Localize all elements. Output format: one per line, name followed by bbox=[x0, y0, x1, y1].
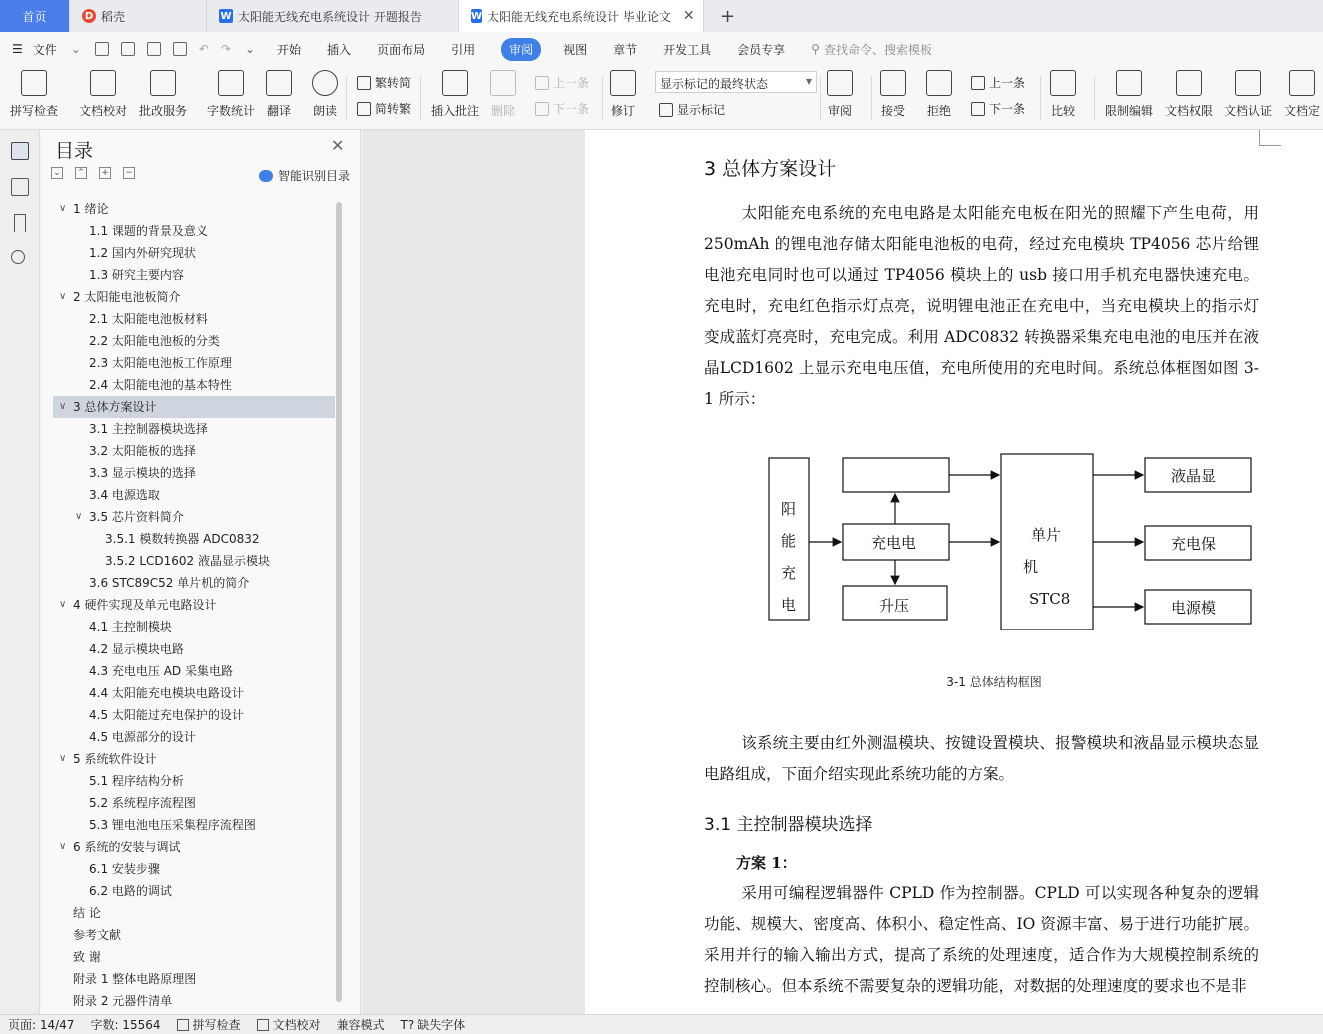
track-changes-icon bbox=[610, 70, 636, 96]
toc-item-label: 2 太阳能电池板简介 bbox=[73, 290, 181, 304]
close-icon[interactable]: ✕ bbox=[331, 136, 345, 155]
toc-item-label: 2.2 太阳能电池板的分类 bbox=[89, 334, 220, 348]
body-paragraph-2[interactable] bbox=[704, 728, 1259, 790]
toc-item[interactable] bbox=[53, 792, 335, 814]
new-tab-button[interactable]: + bbox=[720, 5, 736, 27]
chevron-down-icon[interactable]: ∨ bbox=[59, 841, 67, 852]
toc-item[interactable] bbox=[53, 704, 335, 726]
compare-label: 比较 bbox=[1050, 104, 1075, 118]
spell-status-label: 拼写检查 bbox=[192, 1018, 241, 1032]
toc-item-label: 2.1 太阳能电池板材料 bbox=[89, 312, 208, 326]
charge-label: 充电电 bbox=[871, 534, 917, 552]
toc-item[interactable] bbox=[53, 330, 335, 352]
doc-cert-button[interactable] bbox=[1224, 70, 1272, 119]
toc-item-label: 3.2 太阳能板的选择 bbox=[89, 444, 196, 458]
body-paragraph-3-text: 采用可编程逻辑器件 CPLD 作为控制器。CPLD 可以实现各种复杂的逻辑功能、规模大、密度高、体积小、稳定性高、IO 资源丰富、易于进行功能扩展。采用并行的输入输出方式，提高了系统的处理速度，适合作为大规模控制系统的控制核心。但本系统不需要复杂的逻辑功能，对数据的处理速度的要求也不是非 bbox=[704, 884, 1259, 995]
trad-icon bbox=[357, 76, 371, 90]
translate-icon bbox=[266, 70, 292, 96]
prev-comment-button[interactable] bbox=[535, 74, 589, 91]
body-paragraph-1-text: 太阳能充电系统的充电电路是太阳能充电板在阳光的照耀下产生电荷，用250mAh 的锂电池存储太阳能电池板的电荷，经过充电模块 TP4056 芯片给锂电池充电同时也可以通过 TP4056 模块上的 usb 接口用手机充电器快速充电。充电时，充电红色指示灯点亮，说明锂电池正在充电中，当充电模块上的指示灯变成蓝灯亮亮时，充电完成。利用 ADC0832 转换器采集充电电池的电压并在液晶LCD1602 上显示充电电压值，充电所使用的充电时间。系统总体框图如图 3-1 所示： bbox=[704, 204, 1259, 408]
prev-change-label: 上一条 bbox=[989, 76, 1026, 90]
review-service-label: 批改服务 bbox=[139, 104, 188, 118]
checkbox-icon bbox=[257, 1019, 269, 1031]
track-changes-button[interactable] bbox=[610, 70, 636, 119]
read-aloud-label: 朗读 bbox=[312, 104, 337, 118]
track-changes-label: 修订 bbox=[610, 104, 635, 118]
toc-panel-icon[interactable] bbox=[11, 142, 29, 160]
chevron-down-icon[interactable]: ∨ bbox=[59, 753, 67, 764]
review-pane-label: 审阅 bbox=[827, 104, 852, 118]
read-aloud-button[interactable] bbox=[312, 70, 338, 119]
close-icon[interactable]: ✕ bbox=[682, 8, 695, 24]
menu-bar bbox=[0, 32, 1323, 66]
insert-comment-button[interactable] bbox=[431, 70, 479, 119]
toc-item[interactable] bbox=[53, 880, 335, 902]
missing-font-button[interactable] bbox=[401, 1016, 466, 1033]
chevron-down-icon: ▾ bbox=[805, 74, 812, 88]
menu-devtools[interactable]: 开发工具 bbox=[663, 42, 712, 57]
toc-item-label: 6 系统的安装与调试 bbox=[73, 840, 181, 854]
tab-home[interactable] bbox=[0, 0, 70, 32]
toc-item[interactable] bbox=[53, 528, 335, 550]
document-page bbox=[585, 130, 1323, 1014]
toc-item[interactable] bbox=[53, 814, 335, 836]
proof-status-label: 文档校对 bbox=[272, 1018, 321, 1032]
toc-item[interactable] bbox=[53, 660, 335, 682]
power-label: 电源模 bbox=[1171, 599, 1217, 617]
left-icon-strip bbox=[0, 130, 40, 1014]
toc-item-label: 4.5 太阳能过充电保护的设计 bbox=[89, 708, 244, 722]
toc-item[interactable] bbox=[53, 770, 335, 792]
toc-item-label: 5 系统软件设计 bbox=[73, 752, 157, 766]
wps-doc-icon: W bbox=[471, 10, 483, 22]
toc-item[interactable] bbox=[53, 352, 335, 374]
toc-item-label: 2.3 太阳能电池板工作原理 bbox=[89, 356, 232, 370]
toc-item-label: 4.3 充电电压 AD 采集电路 bbox=[89, 664, 233, 678]
document-canvas bbox=[362, 130, 1323, 1014]
doc-permission-button[interactable] bbox=[1165, 70, 1213, 119]
toc-item[interactable] bbox=[53, 638, 335, 660]
ribbon-divider bbox=[602, 76, 603, 120]
toc-item[interactable] bbox=[53, 682, 335, 704]
toc-item-label: 3.5.1 模数转换器 ADC0832 bbox=[105, 532, 260, 546]
tab-daoke-label: 稻壳 bbox=[101, 9, 126, 24]
protect-label: 充电保 bbox=[1171, 535, 1217, 553]
toc-title: 目录 bbox=[55, 140, 94, 162]
chevron-down-icon[interactable]: ∨ bbox=[59, 599, 67, 610]
prev-comment-icon bbox=[535, 76, 549, 90]
translate-button[interactable] bbox=[266, 70, 292, 119]
toc-item-label: 1 绪论 bbox=[73, 202, 109, 216]
spell-check-label: 拼写检查 bbox=[10, 104, 59, 118]
next-change-button[interactable] bbox=[971, 100, 1025, 117]
toc-item[interactable] bbox=[53, 902, 335, 924]
solar-char: 充 bbox=[781, 564, 797, 582]
trad-label: 繁转简 bbox=[375, 76, 412, 90]
export-icon[interactable] bbox=[121, 42, 135, 56]
tab-thesis[interactable] bbox=[459, 0, 704, 32]
body-paragraph-2-text: 该系统主要由红外测温模块、按键设置模块、报警模块和液晶显示模块态显电路组成，下面介绍实现此系统功能的方案。 bbox=[704, 734, 1259, 783]
page-indicator[interactable]: 页面: 14/47 bbox=[8, 1018, 75, 1032]
toc-list bbox=[53, 198, 335, 1012]
smart-toc-label: 智能识别目录 bbox=[278, 169, 351, 183]
toc-item-label: 3.5 芯片资料简介 bbox=[89, 510, 184, 524]
restrict-edit-button[interactable] bbox=[1105, 70, 1153, 119]
ribbon-divider bbox=[346, 76, 347, 120]
menu-icon[interactable]: ☰ bbox=[12, 42, 23, 56]
toc-item[interactable] bbox=[53, 242, 335, 264]
markup-state-select[interactable] bbox=[655, 71, 817, 93]
tab-daoke[interactable] bbox=[70, 0, 207, 32]
final-label: 文档定 bbox=[1284, 104, 1321, 118]
word-count-label: 字数统计 bbox=[207, 104, 256, 118]
chevron-down-icon[interactable]: ⌄ bbox=[70, 42, 81, 56]
accept-button[interactable] bbox=[880, 70, 906, 119]
toc-item-label: 1.1 课题的背景及意义 bbox=[89, 224, 208, 238]
solar-char: 电 bbox=[781, 596, 797, 614]
menu-insert[interactable]: 插入 bbox=[327, 42, 352, 57]
next-comment-button[interactable] bbox=[535, 100, 589, 117]
toc-item[interactable] bbox=[53, 594, 335, 616]
toc-toolbar bbox=[51, 167, 147, 179]
tab-thesis-label: 太阳能无线充电系统设计 毕业论文 bbox=[487, 9, 671, 24]
chevron-down-icon[interactable]: ∨ bbox=[59, 203, 67, 214]
toc-item[interactable] bbox=[53, 968, 335, 990]
wps-doc-icon: W bbox=[220, 10, 232, 22]
review-pane-icon bbox=[827, 70, 853, 96]
toc-item-label: 2.4 太阳能电池的基本特性 bbox=[89, 378, 232, 392]
ribbon-divider bbox=[1094, 76, 1095, 120]
delete-comment-button[interactable] bbox=[490, 70, 516, 119]
reject-icon bbox=[926, 70, 952, 96]
prev-label: 上一条 bbox=[553, 76, 590, 90]
toc-item[interactable] bbox=[53, 396, 335, 418]
toc-item-label: 致 谢 bbox=[73, 950, 101, 964]
compat-mode[interactable]: 兼容模式 bbox=[336, 1018, 385, 1032]
review-pane-button[interactable] bbox=[827, 70, 853, 119]
toc-item[interactable] bbox=[53, 286, 335, 308]
tab-home-label: 首页 bbox=[22, 9, 47, 24]
section-heading: 3 总体方案设计 bbox=[704, 158, 837, 180]
reject-button[interactable] bbox=[926, 70, 952, 119]
page-corner-mark bbox=[1259, 130, 1281, 146]
top-block bbox=[843, 458, 949, 492]
toc-item[interactable] bbox=[53, 924, 335, 946]
reject-label: 拒绝 bbox=[926, 104, 951, 118]
expand-icon[interactable]: ⌄ bbox=[51, 167, 63, 179]
review-service-icon bbox=[150, 70, 176, 96]
save-icon[interactable] bbox=[95, 42, 109, 56]
delete-label: 删除 bbox=[490, 104, 515, 118]
next-comment-icon bbox=[535, 102, 549, 116]
toc-item-label: 1.2 国内外研究现状 bbox=[89, 246, 196, 260]
plus-icon[interactable]: + bbox=[99, 167, 111, 179]
missing-font-label: 缺失字体 bbox=[417, 1018, 466, 1032]
file-menu[interactable]: 文件 bbox=[32, 42, 57, 57]
redo-icon[interactable]: ↷ bbox=[220, 42, 231, 56]
comment-icon bbox=[442, 70, 468, 96]
status-bar bbox=[0, 1014, 1323, 1034]
print-icon[interactable] bbox=[147, 42, 161, 56]
boost-label: 升压 bbox=[879, 597, 910, 615]
accept-label: 接受 bbox=[880, 104, 905, 118]
prev-change-button[interactable] bbox=[971, 74, 1025, 91]
body-paragraph-3[interactable] bbox=[704, 878, 1259, 1002]
toc-item-label: 4 硬件实现及单元电路设计 bbox=[73, 598, 217, 612]
toc-item[interactable] bbox=[53, 374, 335, 396]
toc-item[interactable] bbox=[53, 858, 335, 880]
font-warning-icon: T? bbox=[400, 1017, 415, 1032]
toc-item[interactable] bbox=[53, 308, 335, 330]
simp-label: 简转繁 bbox=[375, 102, 412, 116]
toc-item[interactable] bbox=[53, 264, 335, 286]
toc-item-label: 6.2 电路的调试 bbox=[89, 884, 172, 898]
shield-icon bbox=[1235, 70, 1261, 96]
navigation-icon[interactable] bbox=[11, 178, 29, 196]
toc-item[interactable] bbox=[53, 462, 335, 484]
toc-item[interactable] bbox=[53, 418, 335, 440]
toc-item-label: 5.2 系统程序流程图 bbox=[89, 796, 196, 810]
collapse-icon[interactable]: ⌃ bbox=[75, 167, 87, 179]
toc-item-label: 4.1 主控制模块 bbox=[89, 620, 172, 634]
doc-final-button[interactable] bbox=[1284, 70, 1320, 119]
command-search[interactable]: 查找命令、搜索模板 bbox=[823, 42, 932, 57]
chevron-down-icon[interactable]: ∨ bbox=[75, 511, 83, 522]
final-doc-icon bbox=[1289, 70, 1315, 96]
toc-item[interactable] bbox=[53, 990, 335, 1012]
toc-item[interactable] bbox=[53, 484, 335, 506]
word-count-button[interactable] bbox=[207, 70, 255, 119]
mcu-label-1: 单片 bbox=[1031, 526, 1062, 544]
body-paragraph-1[interactable] bbox=[704, 198, 1259, 415]
toc-item[interactable] bbox=[53, 220, 335, 242]
block-diagram bbox=[765, 450, 1255, 630]
trad-to-simp-button[interactable] bbox=[357, 74, 411, 91]
delete-comment-icon bbox=[490, 70, 516, 96]
ai-icon bbox=[259, 170, 273, 182]
word-count-indicator[interactable]: 字数: 15564 bbox=[90, 1018, 161, 1032]
restrict-label: 限制编辑 bbox=[1105, 104, 1154, 118]
permission-icon bbox=[1176, 70, 1202, 96]
chevron-down-icon[interactable]: ∨ bbox=[59, 401, 67, 412]
smart-toc-button[interactable] bbox=[259, 167, 350, 184]
spell-check-toggle[interactable] bbox=[177, 1016, 241, 1033]
translate-label: 翻译 bbox=[266, 104, 291, 118]
proofread-label: 文档校对 bbox=[79, 104, 128, 118]
toc-item-label: 结 论 bbox=[73, 906, 101, 920]
permission-label: 文档权限 bbox=[1165, 104, 1214, 118]
compare-icon bbox=[1050, 70, 1076, 96]
toc-item-label: 3.3 显示模块的选择 bbox=[89, 466, 196, 480]
bookmark-icon[interactable] bbox=[14, 214, 26, 232]
toc-item-label: 附录 1 整体电路原理图 bbox=[73, 972, 197, 986]
tab-proposal-label: 太阳能无线充电系统设计 开题报告 bbox=[238, 9, 422, 24]
ribbon-divider bbox=[420, 76, 421, 120]
mcu-label-3: STC8 bbox=[1029, 590, 1071, 608]
accept-icon bbox=[880, 70, 906, 96]
ribbon-divider bbox=[1040, 76, 1041, 120]
proofread-button[interactable] bbox=[79, 70, 127, 119]
markup-state-value: 显示标记的最终状态 bbox=[660, 77, 769, 91]
simp-to-trad-button[interactable] bbox=[357, 100, 411, 117]
next-change-icon bbox=[971, 102, 985, 116]
next-change-label: 下一条 bbox=[989, 102, 1026, 116]
show-markup-icon bbox=[659, 103, 673, 117]
toc-item[interactable] bbox=[53, 836, 335, 858]
toc-item-label: 3.1 主控制器模块选择 bbox=[89, 422, 208, 436]
mcu-label-2: 机 bbox=[1023, 558, 1039, 576]
simp-icon bbox=[357, 102, 371, 116]
toc-item-label: 附录 2 元器件清单 bbox=[73, 994, 173, 1008]
toc-item[interactable] bbox=[53, 506, 335, 528]
toc-item[interactable] bbox=[53, 198, 335, 220]
toc-item[interactable] bbox=[53, 616, 335, 638]
toc-panel bbox=[41, 130, 361, 1014]
menu-start[interactable]: 开始 bbox=[277, 42, 302, 57]
insert-comment-label: 插入批注 bbox=[431, 104, 480, 118]
tab-proposal[interactable] bbox=[207, 0, 459, 32]
toc-item[interactable] bbox=[53, 748, 335, 770]
toc-item[interactable] bbox=[53, 726, 335, 748]
lock-doc-icon bbox=[1116, 70, 1142, 96]
proofread-toggle[interactable] bbox=[257, 1016, 321, 1033]
spell-check-icon bbox=[21, 70, 47, 96]
toc-item-label: 4.5 电源部分的设计 bbox=[89, 730, 196, 744]
undo-icon[interactable]: ↶ bbox=[198, 42, 209, 56]
menu-chapter[interactable]: 章节 bbox=[613, 42, 638, 57]
proofread-icon bbox=[90, 70, 116, 96]
toc-item-label: 4.4 太阳能充电模块电路设计 bbox=[89, 686, 244, 700]
toc-scrollbar[interactable] bbox=[336, 202, 342, 1002]
preview-icon[interactable] bbox=[173, 42, 187, 56]
menu-member[interactable]: 会员专享 bbox=[737, 42, 786, 57]
tab-bar bbox=[0, 0, 1323, 32]
minus-icon[interactable]: − bbox=[123, 167, 135, 179]
toc-item-label: 3.5.2 LCD1602 液晶显示模块 bbox=[105, 554, 271, 568]
toc-item-label: 3.6 STC89C52 单片机的简介 bbox=[89, 576, 250, 590]
toc-item-label: 5.3 锂电池电压采集程序流程图 bbox=[89, 818, 256, 832]
cert-label: 文档认证 bbox=[1224, 104, 1273, 118]
chevron-down-icon[interactable]: ∨ bbox=[59, 291, 67, 302]
toc-item-label: 5.1 程序结构分析 bbox=[89, 774, 184, 788]
ribbon-divider bbox=[820, 76, 821, 120]
review-service-button[interactable] bbox=[139, 70, 187, 119]
show-markup-label: 显示标记 bbox=[677, 103, 726, 117]
prev-change-icon bbox=[971, 76, 985, 90]
search-icon: ⚲ bbox=[811, 42, 820, 56]
scheme-label: 方案 1： bbox=[736, 854, 797, 872]
compare-button[interactable] bbox=[1050, 70, 1076, 119]
toc-item-label: 4.2 显示模块电路 bbox=[89, 642, 184, 656]
toc-item[interactable] bbox=[53, 572, 335, 594]
menu-reference[interactable]: 引用 bbox=[451, 42, 476, 57]
toc-item-label: 1.3 研究主要内容 bbox=[89, 268, 184, 282]
next-label: 下一条 bbox=[553, 102, 590, 116]
spell-check-button[interactable] bbox=[10, 70, 58, 119]
chevron-down-icon[interactable]: ⌄ bbox=[244, 42, 256, 56]
subsection-heading: 3.1 主控制器模块选择 bbox=[704, 815, 873, 835]
search-icon[interactable] bbox=[11, 250, 25, 264]
solar-char: 阳 bbox=[781, 500, 797, 518]
toc-item[interactable] bbox=[53, 440, 335, 462]
menu-view[interactable]: 视图 bbox=[563, 42, 588, 57]
ribbon-divider bbox=[871, 76, 872, 120]
word-count-icon bbox=[218, 70, 244, 96]
toc-item-label: 3 总体方案设计 bbox=[73, 400, 157, 414]
toc-item-label: 6.1 安装步骤 bbox=[89, 862, 160, 876]
solar-char: 能 bbox=[781, 532, 797, 550]
lcd-label: 液晶显 bbox=[1171, 467, 1217, 485]
figure-caption: 3-1 总体结构框图 bbox=[946, 675, 1042, 689]
toc-item[interactable] bbox=[53, 946, 335, 968]
menu-layout[interactable]: 页面布局 bbox=[377, 42, 426, 57]
daoke-icon: D bbox=[82, 9, 96, 23]
show-markup-button[interactable] bbox=[659, 101, 725, 118]
toc-item-label: 3.4 电源选取 bbox=[89, 488, 160, 502]
checkbox-icon bbox=[177, 1019, 189, 1031]
toc-item[interactable] bbox=[53, 550, 335, 572]
toc-item-label: 参考文献 bbox=[73, 928, 122, 942]
menu-review[interactable]: 审阅 bbox=[501, 38, 541, 61]
read-aloud-icon bbox=[312, 70, 338, 96]
